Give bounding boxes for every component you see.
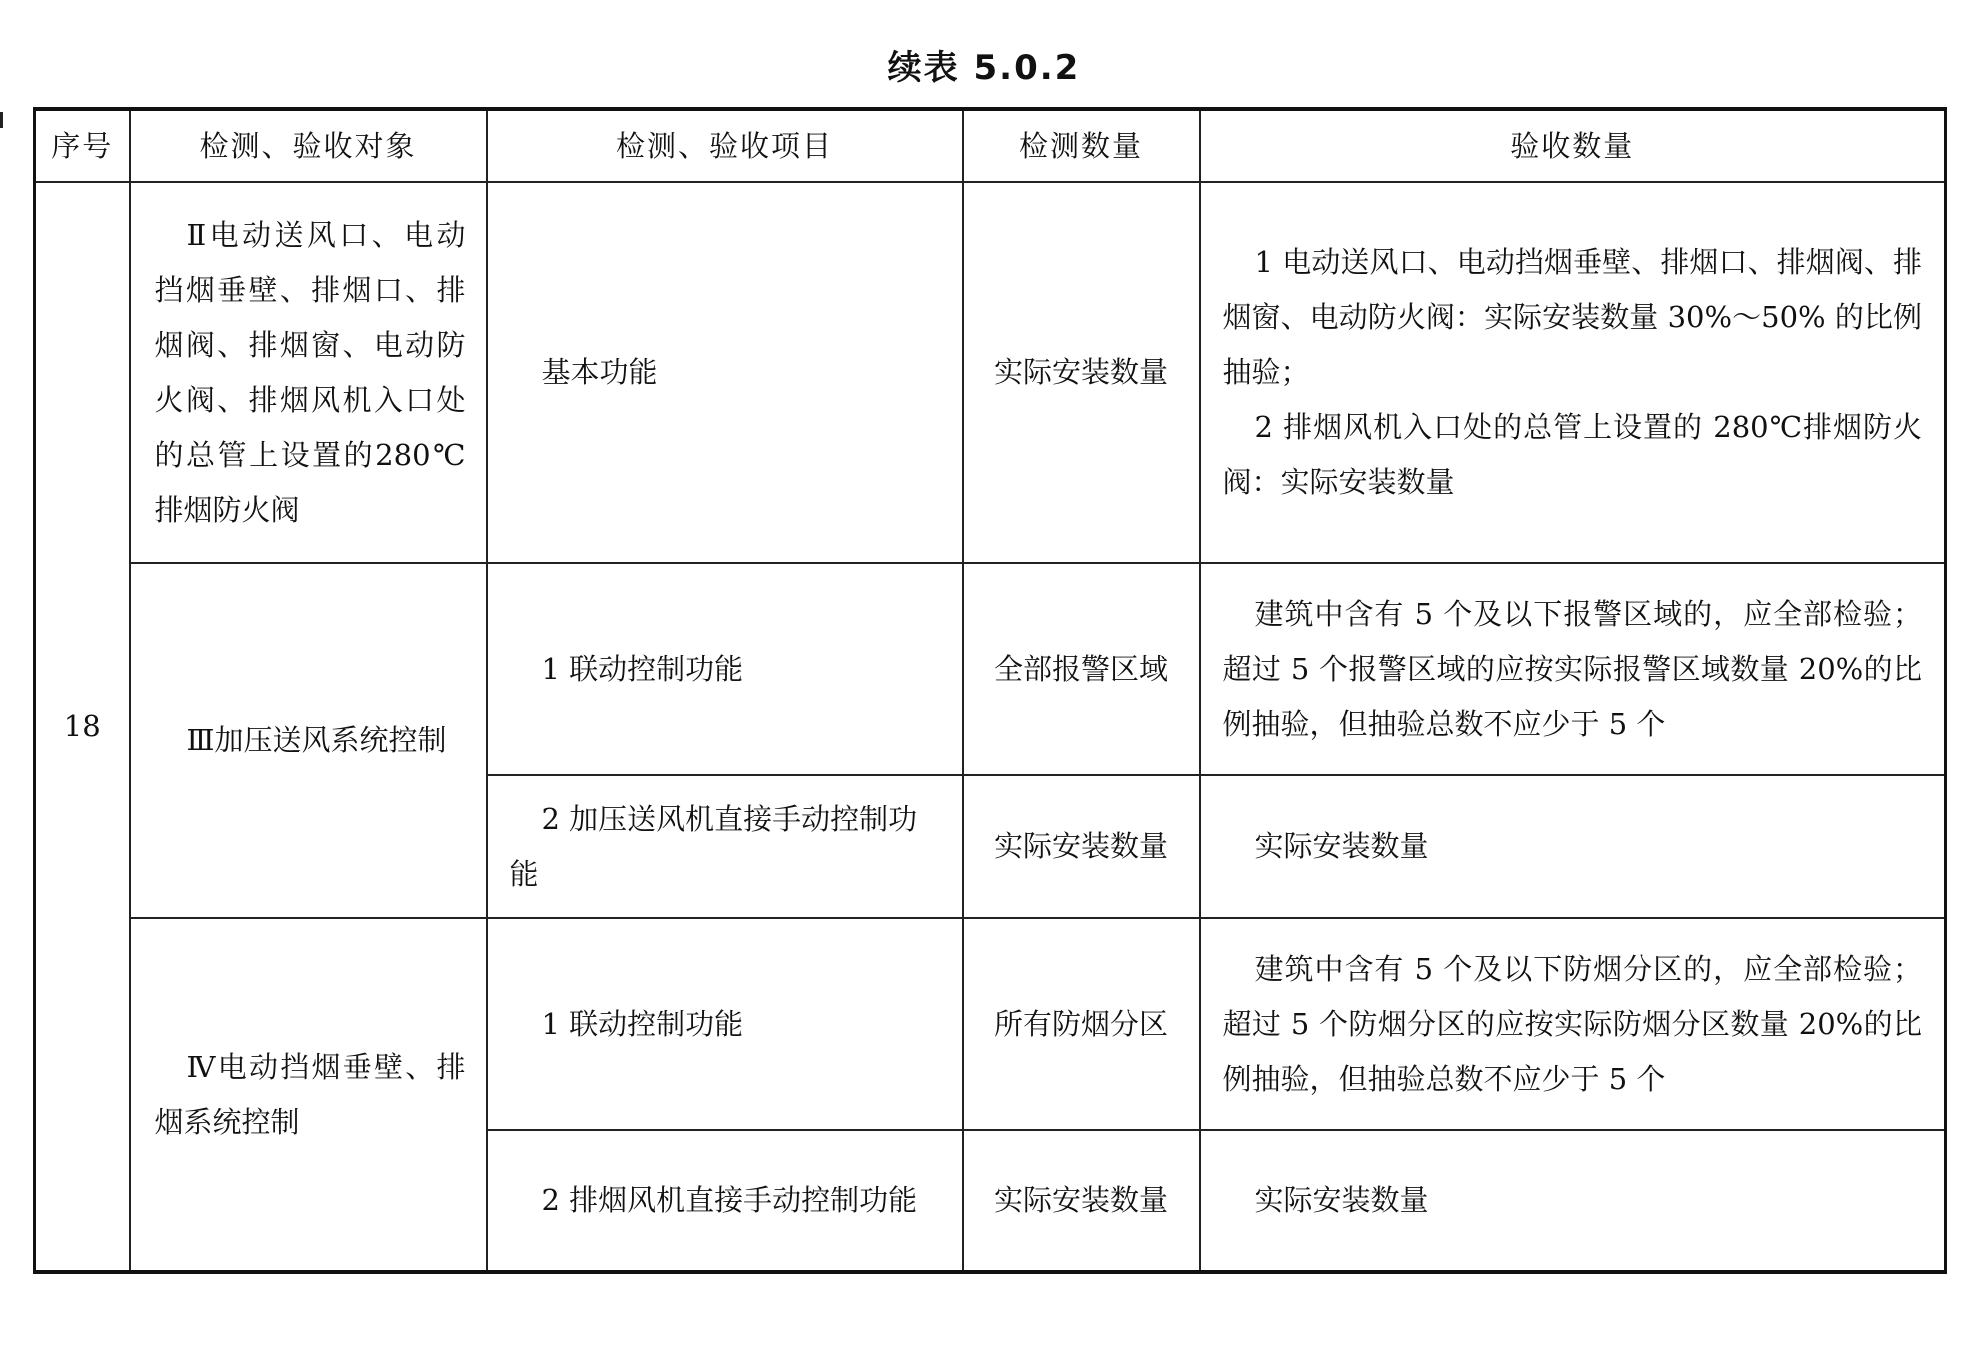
accept-line: 2 排烟风机入口处的总管上设置的 280℃排烟防火阀：实际安装数量: [1222, 410, 1922, 499]
table-header-row: [35, 109, 1946, 182]
check-count-cell: 全部报警区域: [963, 563, 1200, 775]
item-cell: [487, 775, 963, 918]
acceptance-table: [33, 107, 1947, 1274]
item-text: 2 加压送风机直接手动控制功能: [509, 801, 918, 891]
seq-number: 18: [35, 182, 130, 1272]
object-text: Ⅲ加压送风系统控制: [186, 723, 447, 757]
header-item: 检测、验收项目: [487, 109, 963, 182]
header-object: 检测、验收对象: [130, 109, 487, 182]
object-cell-group-4: [130, 918, 487, 1272]
object-cell-group-3: [130, 563, 487, 918]
accept-line: 建筑中含有 5 个及以下防烟分区的，应全部检验；超过 5 个防烟分区的应按实际防烟分区数量 20%的比例抽验，但抽验总数不应少于 5 个: [1222, 951, 1922, 1096]
item-cell: [487, 1130, 963, 1272]
check-count-cell: 所有防烟分区: [963, 918, 1200, 1130]
accept-count-cell: [1200, 1130, 1946, 1272]
accept-count-cell: [1200, 775, 1946, 918]
table-row: [35, 918, 1946, 1130]
item-cell: [487, 182, 963, 563]
object-text: Ⅳ电动挡烟垂壁、排烟系统控制: [154, 1049, 466, 1139]
page-edge-mark: [0, 112, 3, 128]
accept-line: 建筑中含有 5 个及以下报警区域的，应全部检验；超过 5 个报警区域的应按实际报警区域数量 20%的比例抽验，但抽验总数不应少于 5 个: [1222, 596, 1922, 741]
check-count-cell: 实际安装数量: [963, 1130, 1200, 1272]
accept-line: 1 电动送风口、电动挡烟垂壁、排烟口、排烟阀、排烟窗、电动防火阀：实际安装数量 30%～50% 的比例抽验；: [1222, 245, 1922, 389]
object-cell-group-2: [130, 182, 487, 563]
item-text: 2 排烟风机直接手动控制功能: [541, 1183, 918, 1217]
table-row: [35, 563, 1946, 775]
accept-count-cell: [1200, 918, 1946, 1130]
header-accept-count: 验收数量: [1200, 109, 1946, 182]
item-text: 1 联动控制功能: [541, 651, 744, 686]
item-text: 基本功能: [541, 355, 658, 389]
header-check-count: 检测数量: [963, 109, 1200, 182]
accept-line: 实际安装数量: [1254, 1183, 1429, 1217]
check-count-cell: 实际安装数量: [963, 182, 1200, 563]
accept-count-cell: [1200, 182, 1946, 563]
check-count-cell: 实际安装数量: [963, 775, 1200, 918]
item-text: 1 联动控制功能: [541, 1006, 744, 1041]
item-cell: [487, 563, 963, 775]
table-row: [35, 182, 1946, 563]
header-seq: 序号: [35, 109, 130, 182]
table-caption: 续表 5.0.2: [887, 48, 1081, 88]
item-cell: [487, 918, 963, 1130]
accept-line: 实际安装数量: [1254, 829, 1429, 863]
accept-count-cell: [1200, 563, 1946, 775]
object-text: Ⅱ电动送风口、电动挡烟垂壁、排烟口、排烟阀、排烟窗、电动防火阀、排烟风机入口处的总管上设置的280℃排烟防火阀: [154, 217, 466, 527]
